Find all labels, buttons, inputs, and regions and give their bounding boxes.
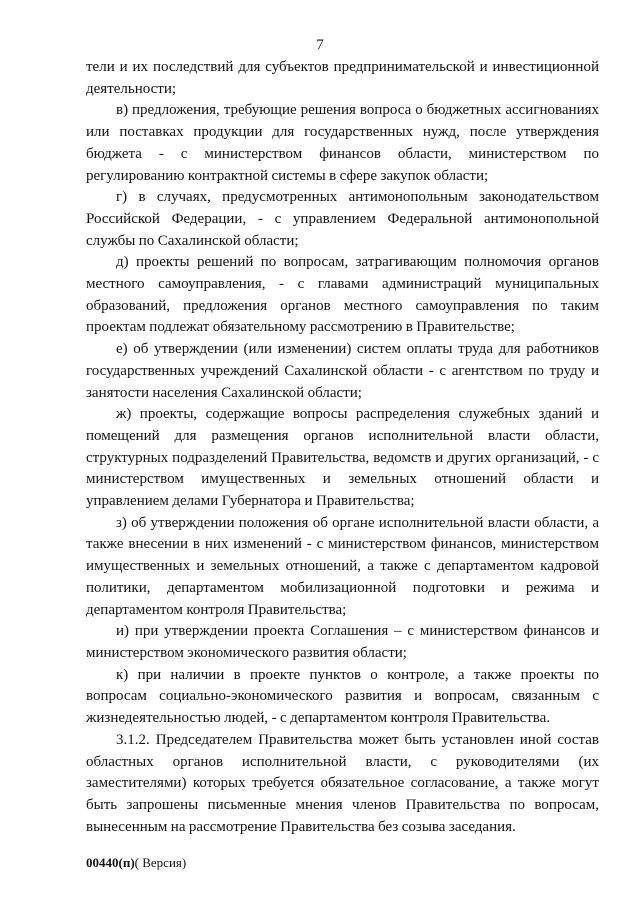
paragraph-item-k: к) при наличии в проекте пунктов о контроле, а также проекты по вопросам социально-экономического развития и вопросам, связанным с жизнедеятельностью людей, - с департаментом контроля Правительства. xyxy=(86,666,599,727)
document-body xyxy=(86,57,599,838)
paragraph-section-3-1-2: 3.1.2. Председателем Правительства может быть установлен иной состав областных органов исполнительной власти, с руководителями (их заместителями) которых требуется обязательное согласование, а также могут быть запрошены письменные мнения членов Правительства по вопросам, вынесенным на рассмотрение Правительства без созыва заседания. xyxy=(86,731,599,835)
paragraph-item-v: в) предложения, требующие решения вопроса о бюджетных ассигнованиях или поставках продукции для государственных нужд, после утверждения бюджета - с министерством финансов области, министерством по регулированию контрактной системы в сфере закупок области; xyxy=(86,102,599,184)
paragraph-item-z: з) об утверждении положения об органе исполнительной власти области, а также внесении в них изменений - с министерством финансов, министерством имущественных и земельных отношений, а также с департаментом кадровой политики, департаментом мобилизационной подготовки и режима и департаментом контроля Правительства; xyxy=(86,514,599,618)
paragraph-item-d: д) проекты решений по вопросам, затрагивающим полномочия органов местного самоуправления, - с главами администраций муниципальных образований, предложения органов местного самоуправления по таким проектам подлежат обязательному рассмотрению в Правительстве; xyxy=(86,254,599,336)
footer xyxy=(86,855,186,871)
paragraph-item-e: е) об утверждении (или изменении) систем оплаты труда для работников государственных учреждений Сахалинской области - с агентством по труду и занятости населения Сахалинской области; xyxy=(86,341,599,401)
footer-version: ( Версия) xyxy=(134,855,187,870)
footer-document-code: 00440(п) xyxy=(86,855,135,870)
paragraph-item-zh: ж) проекты, содержащие вопросы распределения служебных зданий и помещений для размещения органов исполнительной власти области, структурных подразделений Правительства, ведомств и других организаций, - с министерством имущественных и земельных отношений области и управлением делами Губернатора и Правительства; xyxy=(86,406,599,510)
paragraph-item-g: г) в случаях, предусмотренных антимонопольным законодательством Российской Федерации, - с управлением Федеральной антимонопольной службы по Сахалинской области; xyxy=(86,189,599,249)
page-number: 7 xyxy=(316,37,324,53)
paragraph-continuation: тели и их последствий для субъектов предпринимательской и инвестиционной деятельности; xyxy=(86,59,599,97)
paragraph-item-i: и) при утверждении проекта Соглашения – с министерством финансов и министерством экономического развития области; xyxy=(86,623,599,661)
